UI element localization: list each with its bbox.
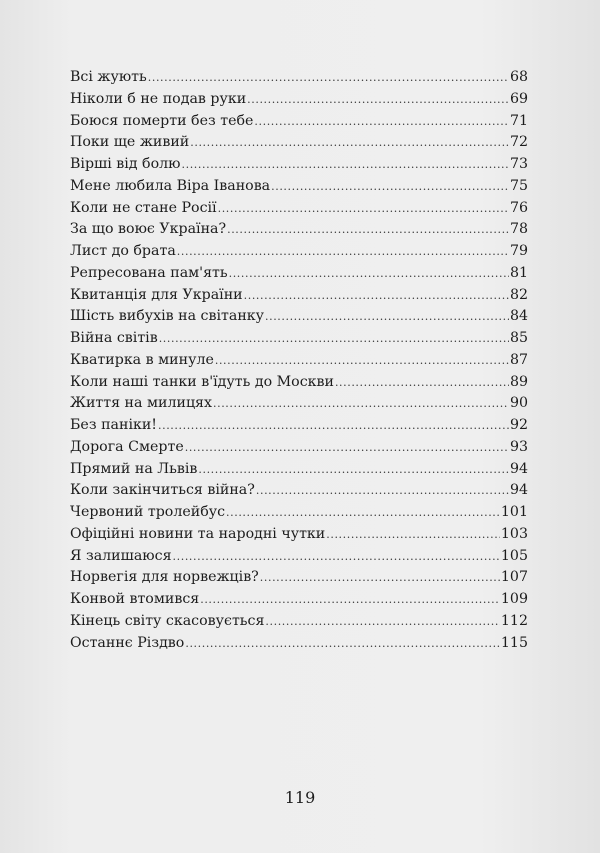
toc-entry xyxy=(70,633,528,655)
dot-leader xyxy=(271,176,509,198)
toc-entry-page: 68 xyxy=(509,69,528,85)
toc-entry-title: Коли наші танки в'їдуть до Москви xyxy=(70,373,334,390)
toc-entry-page: 82 xyxy=(509,286,528,303)
dot-leader xyxy=(218,198,509,220)
toc-entry xyxy=(70,154,528,176)
toc-entry xyxy=(70,67,528,89)
dot-leader xyxy=(229,263,509,285)
dot-leader xyxy=(185,437,509,459)
dot-leader xyxy=(190,132,509,154)
toc-entry-page: 71 xyxy=(509,112,528,129)
toc-entry xyxy=(70,89,528,111)
toc-entry-page: 90 xyxy=(509,395,528,412)
dot-leader xyxy=(215,350,509,372)
toc-entry-page: 109 xyxy=(500,591,528,607)
toc-entry xyxy=(70,111,528,133)
toc-entry xyxy=(70,306,528,328)
dot-leader xyxy=(247,89,509,111)
toc-entry xyxy=(70,502,528,524)
toc-entry-title: Прямий на Львів xyxy=(70,460,198,477)
dot-leader xyxy=(173,546,500,568)
dot-leader xyxy=(256,480,509,502)
toc-entry-page: 115 xyxy=(500,634,528,651)
toc-entry-page: 84 xyxy=(509,308,528,325)
toc-entry-title: Червоний тролейбус xyxy=(70,504,226,520)
toc-entry-title: Офіційні новини та народні чутки xyxy=(70,525,326,542)
toc-entry-title: Боюся померти без тебе xyxy=(70,112,254,129)
toc-entry-page: 93 xyxy=(509,438,528,455)
dot-leader xyxy=(226,502,500,524)
toc-entry-title: Коли не стане Росії xyxy=(70,199,217,216)
toc-entry-title: Ніколи б не подав руки xyxy=(70,90,247,107)
toc-entry-title: Війна світів xyxy=(70,330,158,346)
toc-entry-page: 85 xyxy=(509,330,528,346)
toc-entry xyxy=(70,263,528,285)
toc-entry-title: Коли закінчиться війна? xyxy=(70,482,255,499)
toc-entry-page: 94 xyxy=(509,460,528,477)
toc-entry xyxy=(70,241,528,263)
page-number: 119 xyxy=(284,788,316,807)
toc-entry-title: Поки ще живий xyxy=(70,134,190,151)
toc-entry-page: 76 xyxy=(509,199,528,216)
toc-entry xyxy=(70,611,528,633)
toc-entry xyxy=(70,132,528,154)
toc-entry xyxy=(70,437,528,459)
dot-leader xyxy=(213,393,509,415)
toc-entry-title: Лист до брата xyxy=(70,243,176,259)
dot-leader xyxy=(182,154,509,176)
toc-entry-title: За що воює Україна? xyxy=(70,221,227,238)
toc-entry-page: 101 xyxy=(500,504,528,520)
dot-leader xyxy=(200,589,500,611)
toc-entry xyxy=(70,393,528,415)
toc-entry-title: Конвой втомився xyxy=(70,591,200,607)
toc-entry-page: 79 xyxy=(509,243,528,259)
toc-entry-page: 112 xyxy=(500,612,528,629)
toc-entry xyxy=(70,372,528,394)
toc-entry xyxy=(70,524,528,546)
dot-leader xyxy=(265,306,509,328)
toc-entry xyxy=(70,219,528,241)
toc-entry-title: Дорога Смерте xyxy=(70,438,184,455)
toc-entry-page: 75 xyxy=(509,177,528,194)
toc-entry-title: Кінець світу скасовується xyxy=(70,612,265,629)
toc-entry-page: 103 xyxy=(500,525,528,542)
dot-leader xyxy=(254,111,509,133)
toc-entry-page: 89 xyxy=(509,373,528,390)
toc-entry-title: Всі жують xyxy=(70,69,147,85)
toc-entry-page: 72 xyxy=(509,134,528,151)
toc-entry-title: Без паніки! xyxy=(70,417,158,433)
toc-entry-page: 81 xyxy=(509,264,528,281)
toc-entry-title: Життя на милицях xyxy=(70,395,213,412)
dot-leader xyxy=(198,459,509,481)
dot-leader xyxy=(244,285,509,307)
dot-leader xyxy=(185,633,500,655)
toc-entry xyxy=(70,285,528,307)
toc-entry-page: 87 xyxy=(509,351,528,368)
dot-leader xyxy=(177,241,509,263)
toc-entry-page: 105 xyxy=(500,547,528,564)
dot-leader xyxy=(326,524,500,546)
toc-entry-page: 69 xyxy=(509,90,528,107)
dot-leader xyxy=(227,219,509,241)
toc-entry xyxy=(70,459,528,481)
toc-entry-page: 73 xyxy=(509,156,528,172)
toc-entry xyxy=(70,589,528,611)
toc-entry-title: Шість вибухів на світанку xyxy=(70,308,264,325)
toc-entry xyxy=(70,198,528,220)
dot-leader xyxy=(265,611,499,633)
toc-entry xyxy=(70,546,528,568)
table-of-contents xyxy=(70,67,528,654)
dot-leader xyxy=(260,567,500,589)
toc-entry xyxy=(70,480,528,502)
dot-leader xyxy=(335,372,509,394)
toc-entry xyxy=(70,567,528,589)
dot-leader xyxy=(148,67,509,89)
toc-entry-page: 94 xyxy=(509,482,528,499)
toc-entry-page: 78 xyxy=(509,221,528,238)
toc-entry xyxy=(70,176,528,198)
toc-entry-page: 107 xyxy=(500,569,528,586)
toc-entry-page: 92 xyxy=(509,417,528,433)
dot-leader xyxy=(158,415,509,437)
toc-entry-title: Кватирка в минуле xyxy=(70,351,214,368)
toc-entry xyxy=(70,328,528,350)
toc-entry-title: Вірші від болю xyxy=(70,156,181,172)
toc-entry xyxy=(70,350,528,372)
toc-entry-title: Мене любила Віра Іванова xyxy=(70,177,271,194)
toc-entry xyxy=(70,415,528,437)
dot-leader xyxy=(159,328,509,350)
toc-entry-title: Репресована пам'ять xyxy=(70,264,228,281)
toc-entry-title: Я залишаюся xyxy=(70,547,172,564)
toc-entry-title: Квитанція для України xyxy=(70,286,243,303)
toc-entry-title: Останнє Різдво xyxy=(70,634,185,651)
toc-entry-title: Норвегія для норвежців? xyxy=(70,569,259,586)
